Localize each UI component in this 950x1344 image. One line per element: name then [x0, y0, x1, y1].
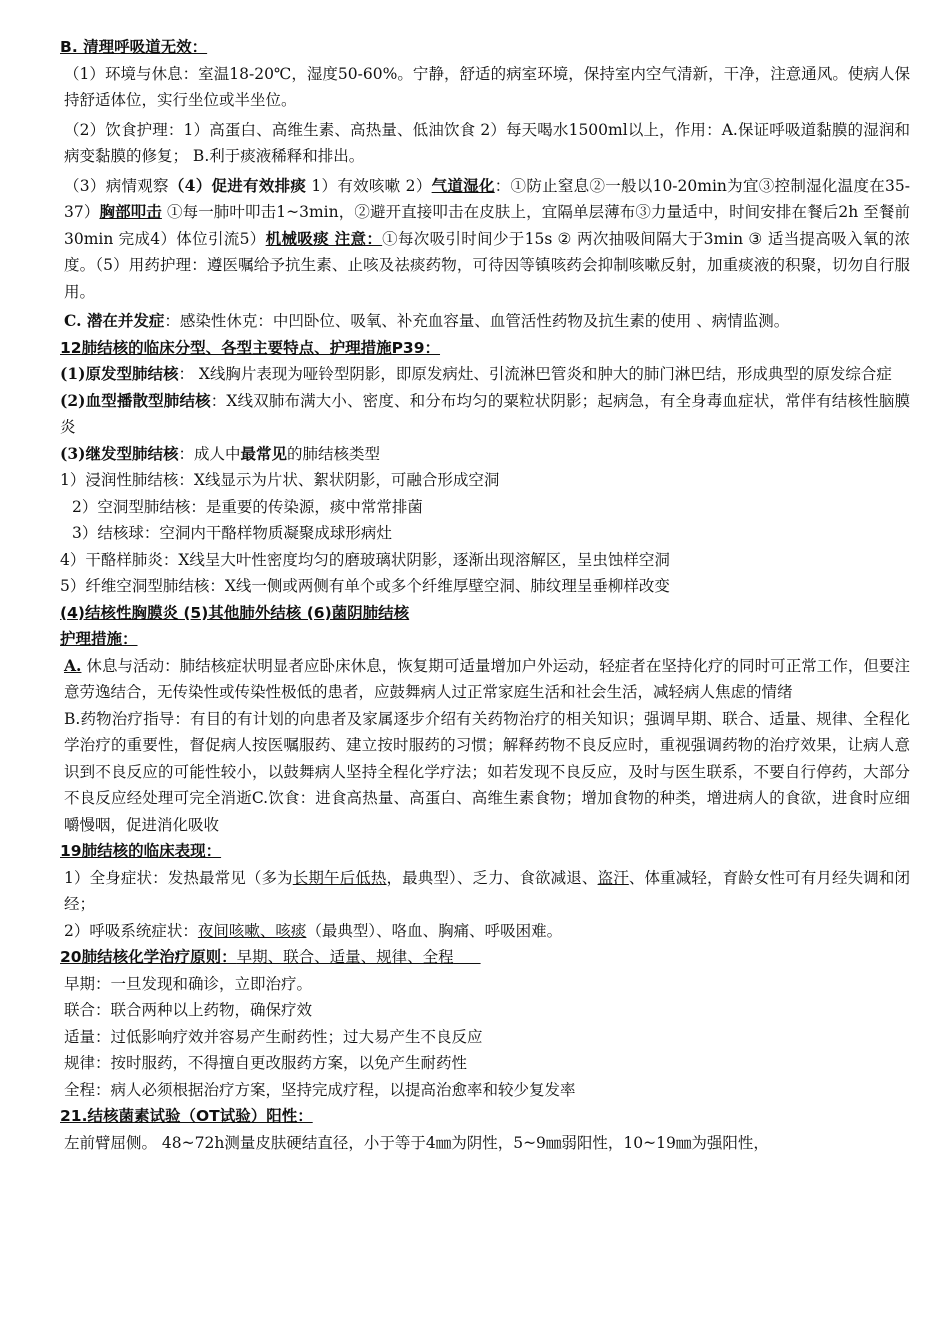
care-a-paragraph — [60, 653, 910, 706]
subtype-item: 4）干酪样肺炎：X线呈大叶性密度均匀的磨玻璃状阴影，逐渐出现溶解区，呈虫蚀样空洞 — [60, 550, 670, 569]
care-a-label: A. — [64, 655, 82, 675]
principle-item: 规律：按时服药，不得擅自更改服药方案，以免产生耐药性 — [64, 1054, 468, 1072]
complication-paragraph — [60, 308, 910, 335]
subtype-item: 5）纤维空洞型肺结核：X线一侧或两侧有单个或多个纤维厚壁空洞、肺纹理呈垂柳样改变 — [60, 577, 670, 595]
night-sweat-text: 盗汗 — [597, 868, 629, 887]
type-1-label: (1)原发型肺结核 — [60, 364, 179, 383]
type-1-paragraph — [60, 361, 910, 388]
section-20-heading — [60, 944, 910, 971]
respiratory-text-2: （最典型）、咯血、胸痛、呼吸困难。 — [306, 921, 563, 940]
systemic-text: 1）全身症状：发热最常见（多为 — [64, 868, 293, 887]
principle-item: 适量：过低影响疗效并容易产生耐药性；过大易产生不良反应 — [64, 1027, 483, 1046]
percussion-text: ①每一肺叶叩击1~3min，②避开直接叩击在皮肤上，宜隔单层薄布③力量适中，时间安排在餐后2h 至餐前30min 完成4）体位引流5） — [64, 203, 910, 248]
section-12-heading: 12肺结核的临床分型、各型主要特点、护理措施P39： — [60, 338, 441, 357]
principle-item: 联合：联合两种以上药物，确保疗效 — [64, 1001, 313, 1019]
type-2-label: (2)血型播散型肺结核 — [60, 390, 211, 410]
sputum-clearance-paragraph — [60, 173, 910, 306]
section-b-heading: B. 清理呼吸道无效： — [60, 38, 208, 56]
environment-rest-paragraph: （1）环境与休息：室温18-20℃，湿度50-60%。宁静，舒适的病室环境，保持室内空气清新，干净，注意通风。使病人保持舒适体位，实行坐位或半坐位。 — [64, 64, 910, 109]
care-measures-heading: 护理措施： — [60, 630, 138, 648]
suction-label: 机械吸痰 注意： — [265, 228, 383, 248]
suction-text: ①每次吸引时间少于15s ② 两次抽吸间隔大于3min ③ 适当提高吸入氧的浓度。（5）用药护理：遵医嘱给予抗生素、止咳及祛痰药物，可待因等镇咳药会抑制咳嗽反射，加重痰液的积聚，切勿自行服用。 — [64, 229, 910, 301]
observation-text: （3）病情观察 — [64, 176, 169, 195]
systemic-text-2: ，最典型）、乏力、食欲减退、 — [386, 868, 598, 887]
low-fever-text: 长期午后低热 — [292, 868, 387, 887]
diet-care-paragraph: （2）饮食护理：1）高蛋白、高维生素、高热量、低油饮食 2）每天喝水1500ml以上，作用：A.保证呼吸道黏膜的湿润和病变黏膜的修复； B.利于痰液稀释和排出。 — [64, 120, 910, 165]
type-2-text: ：X线双肺布满大小、密度、和分布均匀的粟粒状阴影；起病急，有全身毒血症状，常伴有结核性脑膜炎 — [60, 391, 910, 436]
type-3-text: ：成人中 — [178, 444, 241, 463]
care-a-text: 休息与活动：肺结核症状明显者应卧床休息，恢复期可适量增加户外运动，轻症者在坚持化疗的同时可正常工作，但要注意劳逸结合，无传染性或传染性极低的患者，应鼓舞病人过正常家庭生活和社会生活，减轻病人焦虑的情绪 — [64, 656, 910, 701]
type-3-label: (3)继发型肺结核 — [60, 443, 179, 463]
section-21-heading: 21.结核菌素试验（OT试验）阳性： — [60, 1107, 313, 1125]
type-3-paragraph — [60, 441, 910, 468]
cough-text: 1）有效咳嗽 2） — [306, 176, 432, 195]
respiratory-text: 2）呼吸系统症状： — [64, 921, 198, 940]
ot-test-paragraph: 左前臂屈侧。 48~72h测量皮肤硬结直径，小于等于4㎜为阴性，5~9㎜弱阳性，10~19㎜为强阳性， — [64, 1133, 769, 1152]
care-b-paragraph: B.药物治疗指导：有目的有计划的向患者及家属逐步介绍有关药物治疗的相关知识；强调早期、联合、适量、规律、全程化学治疗的重要性，督促病人按医嘱服药、建立按时服药的习惯；解释药物不良反应时，重视强调药物的治疗效果，让病人意识到不良反应的可能性较小，以鼓舞病人坚持全程化学疗法；如若发现不良反应，及时与医生联系，不要自行停药，大部分不良反应经处理可完全消逝C.饮食：进食高热量、高蛋白、高维生素食物；增加食物的种类，增进病人的食欲，进食时应细嚼慢咽，促进消化吸收 — [64, 709, 910, 834]
respiratory-symptoms-paragraph — [60, 918, 910, 945]
promote-sputum-label: （4）促进有效排痰 — [168, 175, 307, 195]
type-1-text: ： X线胸片表现为哑铃型阴影，即原发病灶、引流淋巴管炎和肿大的肺门淋巴结，形成典型的原发综合症 — [178, 365, 892, 383]
section-19-heading: 19肺结核的临床表现： — [60, 842, 222, 860]
subtype-item: 1）浸润性肺结核：X线显示为片状、絮状阴影，可融合形成空洞 — [60, 471, 500, 489]
most-common-text: 最常见 — [240, 443, 287, 463]
subtype-item: 2）空洞型肺结核：是重要的传染源，痰中常常排菌 — [72, 497, 423, 516]
humidify-text: ：①防止窒息②一般以10-20min为宜③控制湿化温度在35-37） — [64, 176, 910, 221]
airway-humidify-label: 气道湿化 — [431, 175, 495, 195]
complication-text: ：感染性休克：中凹卧位、吸氧、补充血容量、血管活性药物及抗生素的使用 、病情监测。 — [164, 312, 790, 330]
subtype-item: 3）结核球：空洞内干酪样物质凝聚成球形病灶 — [72, 524, 392, 542]
type-3-text-end: 的肺结核类型 — [286, 444, 380, 463]
principle-item: 早期：一旦发现和确诊，立即治疗。 — [64, 974, 313, 993]
systemic-symptoms-paragraph — [60, 865, 910, 918]
chest-percussion-label: 胸部叩击 — [99, 202, 162, 221]
complication-label: C. 潜在并发症 — [64, 311, 165, 330]
principles-list: 早期、联合、适量、规律、全程 — [236, 948, 454, 966]
section-20-title: 20肺结核化学治疗原则： — [60, 948, 237, 966]
type-2-paragraph — [60, 388, 910, 441]
cough-sputum-text: 夜间咳嗽、咳痰 — [197, 921, 307, 940]
principle-item: 全程：病人必须根据治疗方案，坚持完成疗程，以提高治愈率和较少复发率 — [64, 1080, 576, 1099]
other-types-line: (4)结核性胸膜炎 (5)其他肺外结核 (6)菌阴肺结核 — [60, 603, 410, 622]
systemic-text-3: 、体重减轻，育龄女性可有月经失调和闭经； — [64, 868, 910, 913]
